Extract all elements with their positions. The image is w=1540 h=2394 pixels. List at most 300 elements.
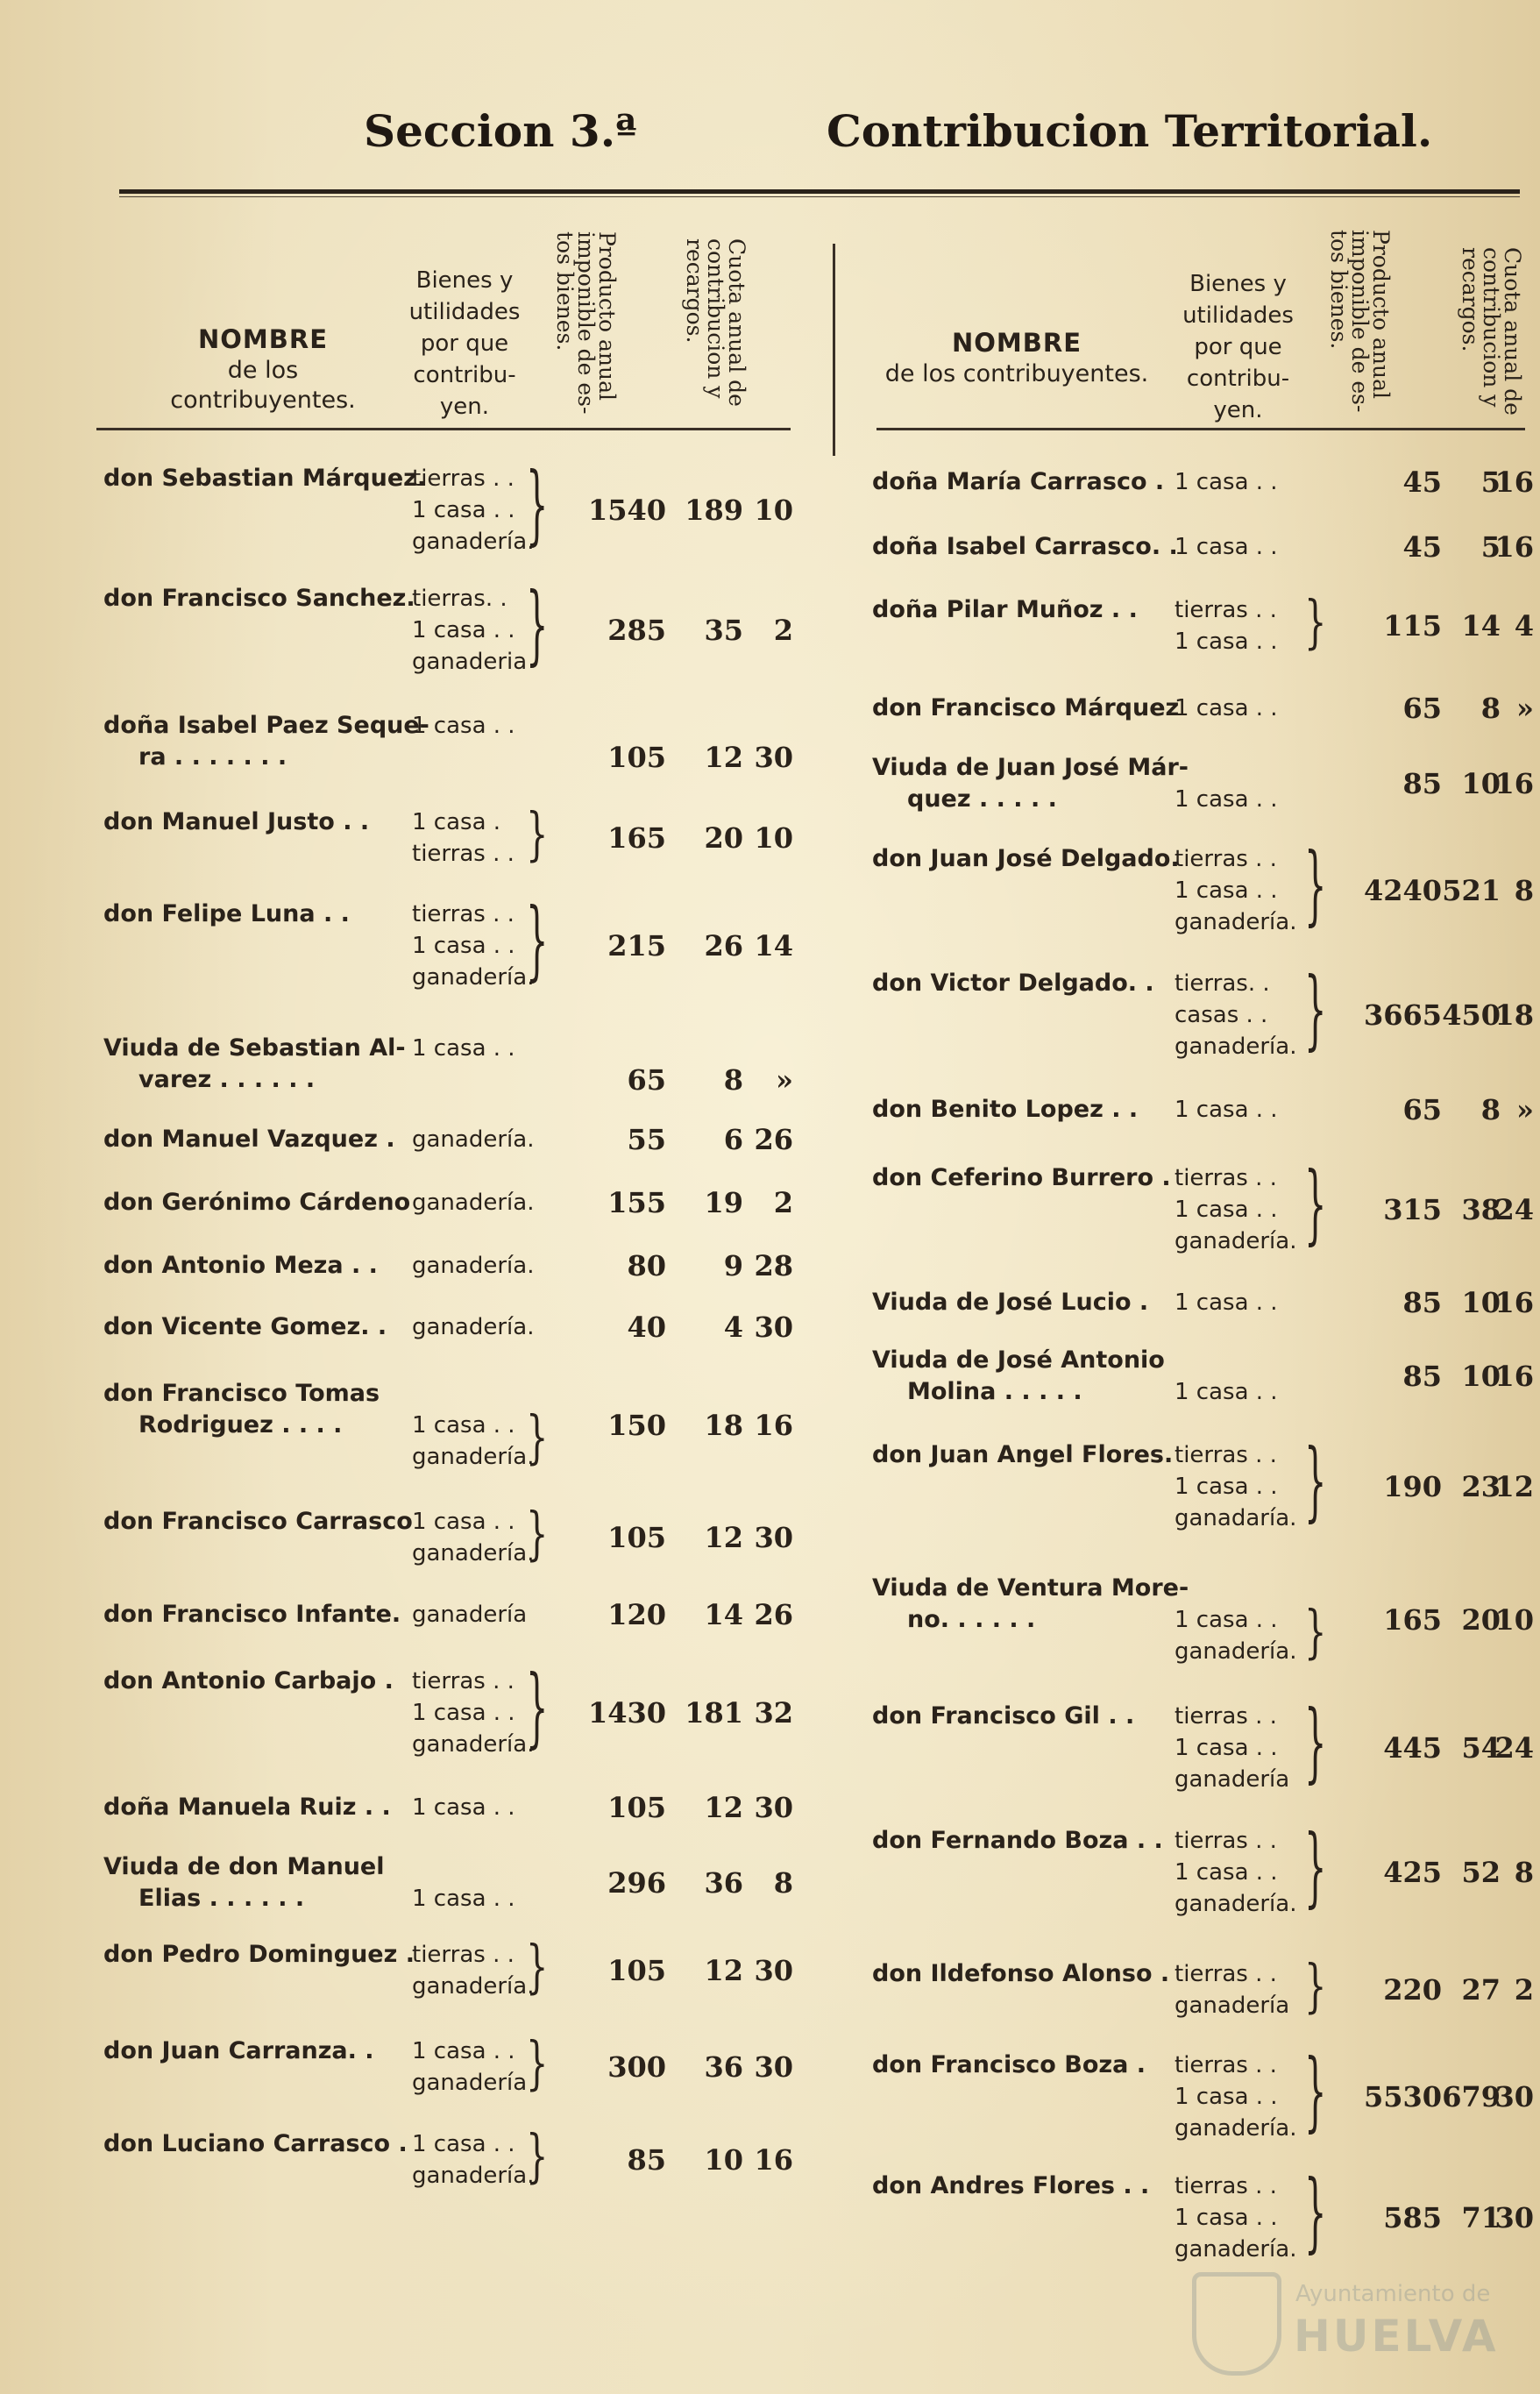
contributor-name-line: don Vicente Gomez. . <box>103 1313 387 1340</box>
property-item: ganadería. <box>412 1540 535 1566</box>
contributor-name <box>872 968 1154 999</box>
contributor-name <box>103 1851 384 1914</box>
taxable-income-value: 85 <box>1402 1360 1442 1393</box>
left-header-cuota: Cuota anual de contribucion y recargos. <box>682 238 749 407</box>
contributor-name <box>103 1378 380 1441</box>
nombre-label: NOMBRE <box>197 324 329 354</box>
tax-reales-value: 20 <box>704 821 743 855</box>
contributor-name <box>872 1573 1189 1636</box>
tax-reales-value: 26 <box>704 929 743 963</box>
brace-icon: } <box>1304 2163 1327 2263</box>
tax-maravedis-value: 26 <box>754 1598 793 1631</box>
contributor-name-line: don Ildefonso Alonso . <box>872 1960 1170 1987</box>
tax-reales-value: 12 <box>704 1954 743 1987</box>
tax-reales-value: 12 <box>704 1791 743 1824</box>
contributor-name <box>103 806 369 838</box>
contributor-name <box>872 1287 1148 1318</box>
property-item: ganadería. <box>412 1314 535 1340</box>
property-list <box>412 806 515 870</box>
tax-reales-value: 71 <box>1461 2201 1501 2234</box>
property-item: tierras . . <box>412 465 515 492</box>
property-list <box>1175 1287 1278 1318</box>
taxable-income-value: 190 <box>1383 1470 1442 1503</box>
property-item: 1 casa . . <box>1175 1859 1278 1886</box>
crest-icon <box>1192 2272 1281 2376</box>
brace-icon: } <box>526 1659 549 1758</box>
property-item: ganadería. <box>1175 1034 1297 1060</box>
taxable-income-value: 585 <box>1383 2201 1442 2234</box>
contributor-name <box>103 1124 395 1155</box>
contributor-name-line: quez . . . . . <box>907 785 1057 813</box>
property-item: ganadería. <box>1175 1891 1297 1917</box>
property-list <box>1175 1573 1296 1667</box>
property-item: ganadería. <box>1175 909 1297 935</box>
property-item: ganadaría. <box>1175 1505 1297 1531</box>
brace-icon: } <box>526 576 549 676</box>
property-list <box>1175 968 1296 1062</box>
property-list <box>1175 2170 1296 2265</box>
taxable-income-value: 285 <box>607 614 666 647</box>
property-list <box>412 1506 534 1569</box>
property-item: ganadería. <box>412 1190 535 1216</box>
right-header-rule <box>876 428 1525 430</box>
property-item: 1 casa . . <box>412 713 515 739</box>
left-header-nombre <box>131 324 394 416</box>
header-rule-thin <box>119 196 1520 197</box>
contributor-name-line: don Gerónimo Cárdeno <box>103 1189 411 1216</box>
property-item: ganaderia <box>412 649 528 675</box>
tax-maravedis-value: 30 <box>754 1954 793 1987</box>
property-item: 1 casa . . <box>1175 469 1278 495</box>
contributor-name-line: don Francisco Infante. <box>103 1601 401 1628</box>
property-item: 1 casa . . <box>412 1412 515 1439</box>
property-item: 1 casa . . <box>412 1700 515 1726</box>
taxable-income-value: 65 <box>1402 1093 1442 1126</box>
contributor-name-line: Elias . . . . . . <box>138 1885 305 1912</box>
property-list <box>412 1378 534 1473</box>
contributor-name-line: don Antonio Meza . . <box>103 1252 378 1279</box>
bienes-header-line: Bienes y <box>415 267 514 294</box>
tax-reales-value: 10 <box>704 2143 743 2177</box>
contributor-name-line: don Juan José Delgado. <box>872 845 1180 872</box>
property-list <box>412 1033 515 1064</box>
tax-reales-value: 12 <box>704 741 743 774</box>
contributor-name <box>872 1825 1163 1857</box>
tax-maravedis-value: 30 <box>754 1311 793 1344</box>
bienes-header-line: contribu- <box>413 362 516 388</box>
contributor-name <box>103 1033 406 1096</box>
property-list <box>1175 1094 1278 1126</box>
brace-icon: } <box>526 1405 549 1472</box>
tax-reales-value: 18 <box>704 1409 743 1442</box>
property-item: 1 casa . . <box>1175 1735 1278 1761</box>
contributor-name <box>872 594 1138 626</box>
tax-maravedis-value: 18 <box>1494 998 1534 1032</box>
contributor-name-line: don Andres Flores . . <box>872 2172 1150 2199</box>
tax-maravedis-value: 30 <box>1494 2201 1534 2234</box>
contributor-name-line: don Felipe Luna . . <box>103 900 350 927</box>
contributor-name-line: don Francisco Carrasco <box>103 1508 413 1535</box>
property-item: tierras . . <box>1175 2173 1277 2199</box>
property-item: ganadería. <box>412 2163 535 2189</box>
property-list <box>412 1124 534 1155</box>
property-list <box>412 1792 515 1823</box>
property-item: tierras . . <box>1175 1961 1277 1987</box>
left-header-rule <box>96 428 791 430</box>
property-item: 1 casa . . <box>412 1509 515 1535</box>
contributor-name <box>103 899 350 930</box>
property-item: tierras. . <box>1175 970 1270 997</box>
taxable-income-value: 105 <box>607 1791 666 1824</box>
contributor-name <box>103 1792 391 1823</box>
property-item: ganadería. <box>1175 1638 1297 1665</box>
contributor-name <box>103 1666 394 1697</box>
taxable-income-value: 165 <box>1383 1603 1442 1637</box>
contributor-name <box>103 463 426 494</box>
contributor-name <box>872 752 1189 815</box>
tax-maravedis-value: 14 <box>754 929 793 963</box>
taxable-income-value: 4240 <box>1363 874 1442 907</box>
left-header-producto: Producto anual imponible de es- tos bienes. <box>552 231 620 415</box>
watermark-line2: HUELVA <box>1294 2311 1499 2362</box>
property-item: ganadería <box>1175 1993 1290 2019</box>
right-header-bienes <box>1170 268 1306 426</box>
property-item <box>412 1851 515 1883</box>
bienes-header-line: utilidades <box>1182 302 1294 329</box>
column-divider <box>833 244 835 456</box>
property-item: 1 casa . . <box>1175 2205 1278 2231</box>
bienes-header-line: contribu- <box>1186 366 1290 392</box>
tax-maravedis-value: 12 <box>1494 1470 1534 1503</box>
property-item: ganadería. <box>412 1731 535 1758</box>
property-list <box>412 1250 534 1282</box>
contributor-name-line: Molina . . . . . <box>907 1378 1082 1405</box>
contributor-name-line: Viuda de Sebastian Al- <box>103 1034 406 1062</box>
taxable-income-value: 85 <box>1402 1286 1442 1319</box>
property-list <box>412 1851 515 1914</box>
tax-maravedis-value: 30 <box>754 1521 793 1554</box>
tax-reales-value: 10 <box>1461 767 1501 800</box>
contributor-name <box>103 1187 410 1218</box>
tax-reales-value: 36 <box>704 1866 743 1900</box>
tax-maravedis-value: 16 <box>1494 1286 1534 1319</box>
tax-maravedis-value: 10 <box>1494 1603 1534 1637</box>
property-item: 1 casa . . <box>412 1794 515 1821</box>
property-item: tierras. . <box>412 586 507 612</box>
contributor-name <box>872 1958 1169 1990</box>
section-title: Seccion 3.ª <box>364 105 637 157</box>
taxable-income-value: 1540 <box>587 494 666 527</box>
contributor-name <box>103 1939 415 1971</box>
contributor-name <box>872 1439 1173 1471</box>
tax-reales-value: 12 <box>704 1521 743 1554</box>
property-item: ganadería. <box>412 529 535 555</box>
tax-reales-value: 14 <box>704 1598 743 1631</box>
taxable-income-value: 105 <box>607 1954 666 1987</box>
tax-reales-value: 38 <box>1461 1193 1501 1226</box>
tax-reales-value: 8 <box>723 1063 743 1097</box>
contributor-name-line: Viuda de Juan José Már- <box>872 754 1189 781</box>
contributor-name-line: don Francisco Márquez <box>872 694 1180 721</box>
property-list <box>412 899 534 993</box>
property-item: 1 casa . . <box>412 2131 515 2157</box>
property-item: ganadería. <box>1175 2115 1297 2142</box>
contributor-name <box>103 1250 378 1282</box>
contributor-name-line: doña Pilar Muñoz . . <box>872 596 1138 623</box>
property-item: tierras . . <box>1175 846 1277 872</box>
taxable-income-value: 85 <box>627 2143 666 2177</box>
taxable-income-value: 65 <box>1402 692 1442 725</box>
tax-reales-value: 36 <box>704 2050 743 2084</box>
property-item: 1 casa . . <box>412 2038 515 2064</box>
property-list <box>1175 1701 1289 1795</box>
tax-maravedis-value: 4 <box>1514 609 1534 643</box>
property-item <box>1175 752 1278 784</box>
property-item: 1 casa . . <box>412 1035 515 1062</box>
contributor-name <box>872 843 1180 875</box>
contributor-name <box>872 1345 1165 1408</box>
brace-icon: } <box>1304 1818 1327 1918</box>
property-item: 1 casa . . <box>1175 1474 1278 1500</box>
right-header-producto: Producto anual imponible de es- tos bienes. <box>1326 230 1394 413</box>
taxable-income-value: 5530 <box>1363 2080 1442 2113</box>
property-list <box>412 2128 534 2192</box>
tax-maravedis-value: 24 <box>1494 1193 1534 1226</box>
contributor-name-line: don Sebastian Márquez. <box>103 465 427 492</box>
tax-reales-value: 5 <box>1480 530 1501 564</box>
bienes-header-line: por que <box>1194 334 1282 360</box>
property-item: tierras . . <box>412 1942 515 1968</box>
property-list <box>412 1187 534 1218</box>
property-list <box>1175 1162 1296 1257</box>
tax-maravedis-value: 30 <box>754 1791 793 1824</box>
tax-reales-value: 8 <box>1480 692 1501 725</box>
property-item: tierras . . <box>1175 1165 1277 1191</box>
property-item <box>1175 1573 1296 1604</box>
property-list <box>1175 1958 1289 2021</box>
property-list <box>1175 594 1278 657</box>
brace-icon: } <box>526 2031 549 2098</box>
property-item: casas . . <box>1175 1002 1268 1028</box>
watermark <box>1192 2272 1508 2369</box>
tax-maravedis-value: 30 <box>1494 2080 1534 2113</box>
tax-maravedis-value: 28 <box>754 1249 793 1282</box>
brace-icon: } <box>526 1502 549 1568</box>
property-item <box>412 1378 534 1410</box>
tax-maravedis-value: 2 <box>773 1186 793 1219</box>
property-item: 1 casa . . <box>1175 1097 1278 1123</box>
tax-maravedis-value: 8 <box>773 1866 793 1900</box>
property-item: 1 casa . . <box>1175 1607 1278 1633</box>
tax-reales-value: 450 <box>1442 998 1501 1032</box>
property-item: ganadería. <box>412 1253 535 1279</box>
contributor-name <box>103 1599 401 1630</box>
tax-reales-value: 20 <box>1461 1603 1501 1637</box>
contributor-name-line: don Manuel Vazquez . <box>103 1126 395 1153</box>
brace-icon: } <box>1304 1954 1327 2021</box>
contributor-name-line: don Fernando Boza . . <box>872 1827 1163 1854</box>
tax-maravedis-value: 16 <box>1494 1360 1534 1393</box>
taxable-income-value: 445 <box>1383 1731 1442 1765</box>
watermark-line1: Ayuntamiento de <box>1295 2281 1491 2307</box>
brace-icon: } <box>1304 961 1327 1061</box>
taxable-income-value: 1430 <box>587 1696 666 1730</box>
brace-icon: } <box>526 1935 549 2001</box>
contributor-name-line: don Francisco Boza . <box>872 2051 1146 2078</box>
tax-reales-value: 521 <box>1442 874 1501 907</box>
tax-reales-value: 19 <box>704 1186 743 1219</box>
contributor-name-line: Viuda de José Lucio . <box>872 1289 1149 1316</box>
tax-reales-value: 54 <box>1461 1731 1501 1765</box>
property-item: 1 casa . . <box>1175 786 1278 813</box>
document-title: Contribucion Territorial. <box>827 105 1433 157</box>
tax-maravedis-value: 16 <box>754 1409 793 1442</box>
property-list <box>412 583 527 678</box>
tax-reales-value: 5 <box>1480 465 1501 499</box>
contributor-name-line: Rodriguez . . . . <box>138 1411 343 1439</box>
property-item <box>1175 1345 1278 1376</box>
property-list <box>412 710 515 742</box>
taxable-income-value: 45 <box>1402 465 1442 499</box>
property-list <box>1175 531 1278 563</box>
property-item: tierras . . <box>1175 2052 1277 2078</box>
contributor-name <box>103 710 429 773</box>
taxable-income-value: 150 <box>607 1409 666 1442</box>
property-list <box>412 1311 534 1343</box>
taxable-income-value: 300 <box>607 2050 666 2084</box>
brace-icon: } <box>1304 2042 1327 2142</box>
contributor-name-line: don Pedro Dominguez . <box>103 1941 415 1968</box>
tax-maravedis-value: » <box>776 1063 793 1097</box>
right-header-nombre <box>876 328 1157 389</box>
property-list <box>1175 693 1278 724</box>
property-item: tierras . . <box>1175 1442 1277 1468</box>
property-item: 1 casa . . <box>412 1886 515 1912</box>
tax-maravedis-value: 30 <box>754 2050 793 2084</box>
property-item: ganadería. <box>1175 1228 1297 1254</box>
taxable-income-value: 155 <box>607 1186 666 1219</box>
property-list <box>1175 752 1278 815</box>
contributor-name <box>872 531 1178 563</box>
property-item: ganadería. <box>412 964 535 991</box>
property-list <box>1175 1439 1296 1534</box>
property-item: 1 casa . <box>412 809 501 835</box>
contributor-name-line: Viuda de Ventura More- <box>872 1574 1189 1602</box>
tax-reales-value: 23 <box>1461 1470 1501 1503</box>
property-item: ganadería <box>1175 1766 1290 1793</box>
contributor-name-line: don Ceferino Burrero . <box>872 1164 1171 1191</box>
tax-reales-value: 10 <box>1461 1286 1501 1319</box>
taxable-income-value: 3665 <box>1363 998 1442 1032</box>
property-item: 1 casa . . <box>1175 877 1278 904</box>
contributor-name <box>872 466 1164 498</box>
property-item: ganadería. <box>412 1444 535 1470</box>
brace-icon: } <box>526 456 549 556</box>
contributor-name-line: don Francisco Tomas <box>103 1380 380 1407</box>
taxable-income-value: 40 <box>627 1311 666 1344</box>
taxable-income-value: 55 <box>627 1123 666 1156</box>
tax-reales-value: 9 <box>723 1249 743 1282</box>
contributor-name <box>103 583 415 614</box>
property-item: 1 casa . . <box>1175 629 1278 655</box>
tax-reales-value: 35 <box>704 614 743 647</box>
contributor-name-line: varez . . . . . . <box>138 1066 316 1093</box>
tax-reales-value: 52 <box>1461 1856 1501 1889</box>
contributor-name-line: don Victor Delgado. . <box>872 970 1154 997</box>
brace-icon: } <box>1304 1155 1327 1255</box>
property-item: 1 casa . . <box>412 617 515 643</box>
tax-maravedis-value: 16 <box>1494 465 1534 499</box>
tax-maravedis-value: 2 <box>773 614 793 647</box>
contributor-name-line: no. . . . . . <box>907 1606 1036 1633</box>
contributor-name-line: doña Manuela Ruiz . . <box>103 1794 391 1821</box>
tax-maravedis-value: 26 <box>754 1123 793 1156</box>
tax-reales-value: 27 <box>1461 1973 1501 2007</box>
property-list <box>1175 843 1296 938</box>
contributor-name-line: don Luciano Carrasco . <box>103 2130 408 2157</box>
contributor-name <box>872 1162 1171 1194</box>
header-rule <box>119 189 1520 194</box>
property-list <box>1175 1825 1296 1920</box>
tax-reales-value: 14 <box>1461 609 1501 643</box>
contributor-name-line: doña Isabel Paez Seque- <box>103 712 429 739</box>
nombre-label: NOMBRE <box>951 328 1082 358</box>
contributor-name-line: don Manuel Justo . . <box>103 808 370 835</box>
property-list <box>412 1666 534 1760</box>
page-header <box>0 105 1540 167</box>
contributor-name-line: ra . . . . . . . <box>138 743 287 771</box>
property-list <box>412 1939 534 2002</box>
tax-maravedis-value: 24 <box>1494 1731 1534 1765</box>
right-header-cuota: Cuota anual de contribucion y recargos. <box>1458 247 1525 416</box>
property-item: tierras . . <box>412 1668 515 1694</box>
property-item: tierras . . <box>1175 597 1277 623</box>
property-list <box>412 463 534 558</box>
property-list <box>1175 1345 1278 1408</box>
contributor-name-line: doña Isabel Carrasco. . <box>872 533 1178 560</box>
taxable-income-value: 45 <box>1402 530 1442 564</box>
taxable-income-value: 115 <box>1383 609 1442 643</box>
taxable-income-value: 315 <box>1383 1193 1442 1226</box>
taxable-income-value: 80 <box>627 1249 666 1282</box>
tax-reales-value: 679 <box>1442 2080 1501 2113</box>
tax-maravedis-value: » <box>1516 692 1534 725</box>
bienes-header-line: Bienes y <box>1189 271 1287 297</box>
brace-icon: } <box>1304 1600 1327 1666</box>
property-item: tierras . . <box>412 841 515 867</box>
tax-maravedis-value: 8 <box>1514 1856 1534 1889</box>
tax-maravedis-value: 30 <box>754 741 793 774</box>
property-item: ganadería. <box>412 1973 535 2000</box>
bienes-header-line: yen. <box>439 394 490 420</box>
contributor-name-line: don Benito Lopez . . <box>872 1096 1139 1123</box>
contributor-name <box>872 2049 1146 2081</box>
contributor-name-line: doña María Carrasco . <box>872 468 1165 495</box>
tax-reales-value: 8 <box>1480 1093 1501 1126</box>
contributor-name <box>872 693 1179 724</box>
property-item: tierras . . <box>1175 1703 1277 1730</box>
property-item: 1 casa . . <box>412 933 515 959</box>
brace-icon: } <box>1304 836 1327 936</box>
brace-icon: } <box>1304 590 1327 657</box>
contributor-name <box>872 2170 1149 2202</box>
tax-maravedis-value: 8 <box>1514 874 1534 907</box>
property-item: 1 casa . . <box>1175 1379 1278 1405</box>
property-item: 1 casa . . <box>1175 695 1278 721</box>
tax-maravedis-value: 10 <box>754 821 793 855</box>
tax-reales-value: 181 <box>685 1696 743 1730</box>
property-item: 1 casa . . <box>1175 1197 1278 1223</box>
